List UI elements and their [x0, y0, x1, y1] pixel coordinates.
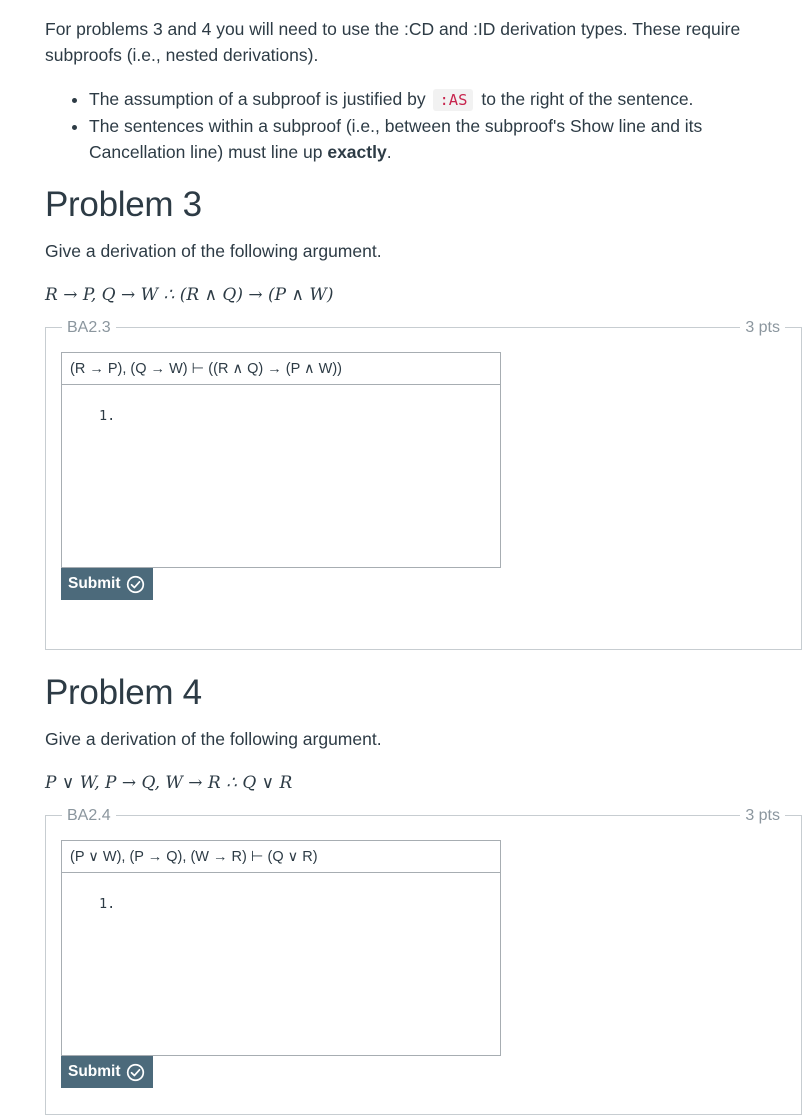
proof-input-area[interactable] — [62, 873, 500, 1055]
bullet-text: . — [386, 142, 392, 162]
problem-title: Problem 4 — [45, 673, 202, 712]
check-circle-icon — [126, 1063, 145, 1082]
submit-label: Submit — [68, 575, 121, 592]
problem-instruction: Give a derivation of the following argument. — [45, 729, 382, 749]
question-box — [45, 319, 802, 650]
inline-code: :AS — [433, 89, 473, 111]
bullet-text: The assumption of a subproof is justified by — [89, 89, 426, 109]
instructions-list — [45, 86, 769, 165]
submit-label: Submit — [68, 1063, 121, 1080]
intro-paragraph: For problems 3 and 4 you will need to use the :CD and :ID derivation types. These require subproofs (i.e., nested derivations). — [45, 19, 741, 65]
argument-formula: R → P, Q → W ∴ (R ∧ Q) → (P ∧ W) — [45, 285, 334, 305]
question-label: BA2.3 — [62, 318, 116, 338]
submit-button[interactable] — [61, 568, 153, 600]
check-circle-icon — [126, 575, 145, 594]
proof-sequent: (P ∨ W), (P → Q), (W → R) ⊢ (Q ∨ R) — [62, 841, 500, 873]
proof-editor — [61, 840, 501, 1056]
bold-text: exactly — [327, 142, 387, 162]
list-item — [89, 86, 769, 113]
question-box — [45, 807, 802, 1115]
line-number: 1. — [99, 896, 116, 912]
page-content — [45, 16, 807, 1115]
problem-instruction: Give a derivation of the following argument. — [45, 241, 382, 261]
proof-input-area[interactable] — [62, 385, 500, 567]
bullet-text: The sentences within a subproof (i.e., between the subproof's Show line and its Cancellation line) must line up — [89, 116, 703, 162]
bullet-text: to the right of the sentence. — [481, 89, 694, 109]
question-label: BA2.4 — [62, 806, 116, 826]
proof-editor — [61, 352, 501, 568]
question-points: 3 pts — [740, 318, 785, 338]
submit-button[interactable] — [61, 1056, 153, 1088]
list-item — [89, 113, 769, 165]
proof-sequent: (R → P), (Q → W) ⊢ ((R ∧ Q) → (P ∧ W)) — [62, 353, 500, 385]
argument-formula: P ∨ W, P → Q, W → R ∴ Q ∨ R — [45, 773, 293, 793]
line-number: 1. — [99, 408, 116, 424]
problem-title: Problem 3 — [45, 185, 202, 224]
question-points: 3 pts — [740, 806, 785, 826]
